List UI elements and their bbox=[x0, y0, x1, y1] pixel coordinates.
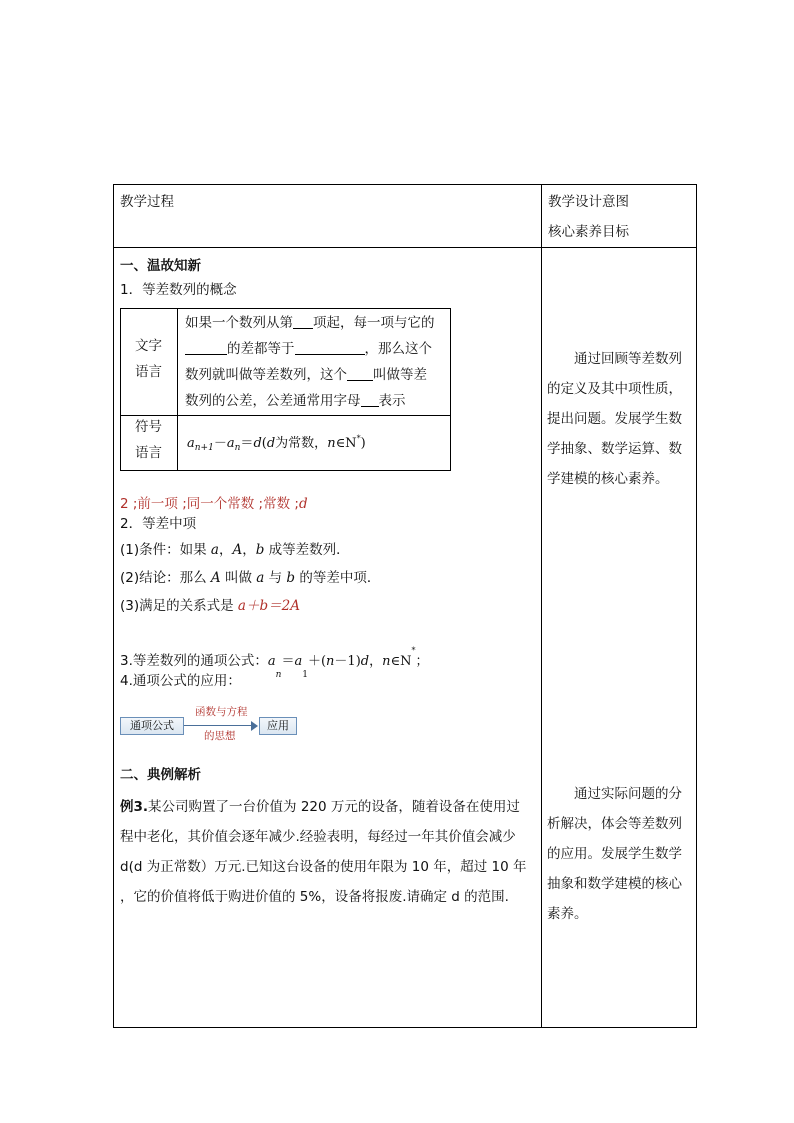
header-core-goal: 核心素养目标 bbox=[548, 224, 629, 240]
example-3 bbox=[120, 792, 532, 912]
function-equation-label: 函数与方程 bbox=[195, 706, 248, 718]
concept-table bbox=[120, 308, 451, 471]
arithmetic-mean-heading: 2．等差中项 bbox=[120, 516, 197, 532]
text-language-label-1: 文字 bbox=[135, 338, 162, 354]
symbol-language-label-1: 符号 bbox=[135, 419, 162, 435]
thinking-label: 的思想 bbox=[204, 730, 236, 742]
design-intent-2: 通过实际问题的分析解决，体会等差数列的应用。发展学生数学抽象和数学建模的核心素养。 bbox=[547, 786, 682, 922]
general-formula-box: 通项公式 bbox=[120, 717, 184, 735]
column-divider bbox=[541, 185, 542, 1027]
example-text: 某公司购置了一台价值为 220 万元的设备，随着设备在使用过程中老化，其价值会逐年减少.经验表明，每经过一年其价值会减少 d(d 为正常数）万元.已知这台设备的使用年限为 10 年，超过 10 年 ，它的价值将低于购进价值的 5%，设备将报废.请确定 d 的范围. bbox=[120, 799, 527, 905]
lesson-table bbox=[113, 184, 697, 1028]
concept-definition-line1: 如果一个数列从第 项起，每一项与它的 bbox=[185, 315, 435, 331]
concept-definition-line3: 数列就叫做等差数列，这个 叫做等差 bbox=[185, 367, 427, 383]
concept-definition-line2: 的差都等于 ，那么这个 bbox=[185, 336, 432, 362]
symbol-language-label-2: 语言 bbox=[135, 445, 162, 461]
text-language-label-2: 语言 bbox=[135, 364, 162, 380]
section1-title: 一、温故知新 bbox=[120, 258, 201, 274]
diagram-connector-arrow bbox=[184, 725, 254, 726]
header-design-intent: 教学设计意图 bbox=[548, 194, 629, 210]
concept-heading: 1．等差数列的概念 bbox=[120, 282, 237, 298]
example-label: 例3. bbox=[120, 799, 149, 815]
symbol-formula: $a_{n+1}-a_n=d(d$为常数，n∈N*) bbox=[187, 434, 366, 453]
design-intent-1: 通过回顾等差数列的定义及其中项性质，提出问题。发展学生数学抽象、数学运算、数学建模的核心素养。 bbox=[547, 351, 682, 487]
mean-condition: (1)条件：如果 a，A，b 成等差数列． bbox=[120, 542, 350, 558]
section2-title: 二、典例解析 bbox=[120, 767, 201, 783]
formula-application-heading: 4.通项公式的应用： bbox=[120, 673, 241, 689]
mean-conclusion: (2)结论：那么 A 叫做 a 与 b 的等差中项． bbox=[120, 570, 381, 586]
arrow-head-icon bbox=[251, 721, 258, 731]
application-box: 应用 bbox=[259, 717, 297, 735]
general-formula-line: 3.等差数列的通项公式：$a_n=a_1+(n-1)d$，n∈N*； bbox=[120, 646, 429, 680]
header-teaching-process: 教学过程 bbox=[120, 194, 174, 210]
answer-line: 2 ;前一项 ;同一个常数 ;常数 ;d bbox=[120, 496, 308, 512]
concept-definition-line4: 数列的公差，公差通常用字母 表示 bbox=[185, 393, 406, 409]
mean-relation: (3)满足的关系式是 a＋b＝2A bbox=[120, 598, 300, 614]
header-divider bbox=[114, 247, 696, 248]
